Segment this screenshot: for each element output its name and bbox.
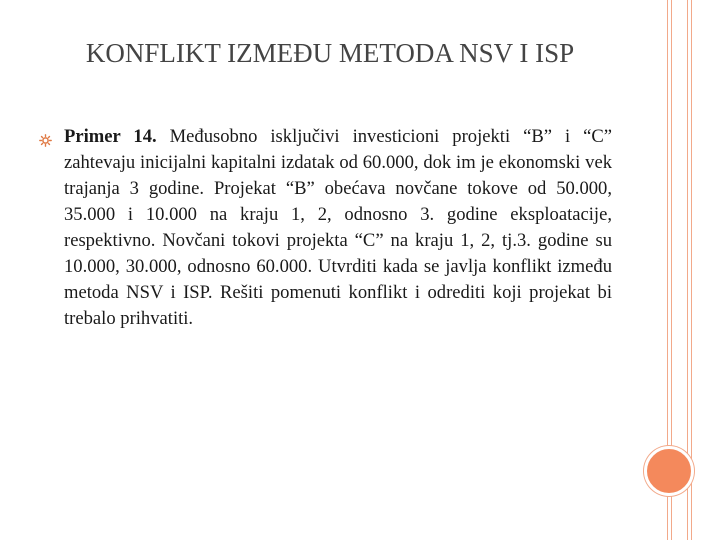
slide-title: KONFLIKT IZMEĐU METODA NSV I ISP xyxy=(85,38,575,68)
bullet-paragraph xyxy=(64,124,612,332)
sun-bullet-icon xyxy=(39,134,52,147)
example-text: Međusobno isključivi investicioni projekti “B” i “C” zahtevaju inicijalni kapitalni izdatak od 60.000, dok im je ekonomski vek trajanja 3 godine. Projekat “B” obećava novčane tokove od 50.000, 35.000 i 10.000 na kraju 1, 2, odnosno 3. godine eksploatacije, respektivno. Novčani tokovi projekta “C” na kraju 1, 2, tj.3. godine su 10.000, 30.000, odnosno 60.000. Utvrditi kada se javlja konflikt između metoda NSV i ISP. Rešiti pomenuti konflikt i odrediti koji projekat bi trebalo prihvatiti. xyxy=(64,126,613,329)
decorative-circle xyxy=(644,446,694,496)
example-label: Primer 14. xyxy=(64,126,157,147)
